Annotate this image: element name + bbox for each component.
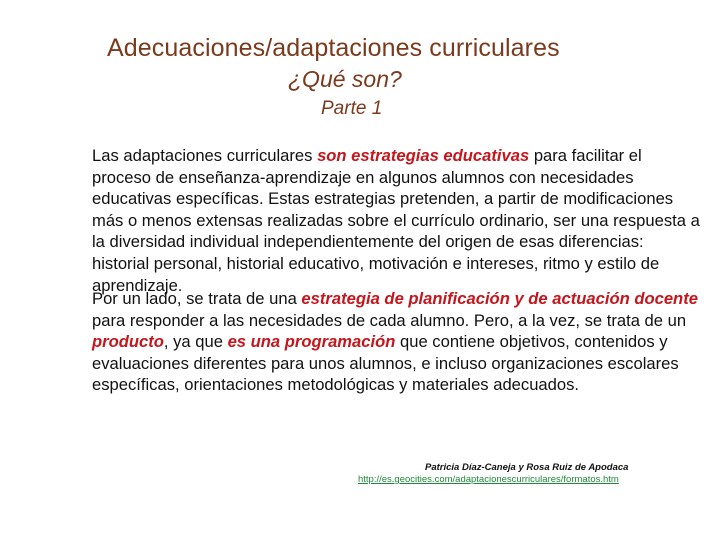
highlight-programming: es una programación: [227, 332, 396, 352]
highlight-strategies: son estrategias educativas: [317, 146, 530, 165]
paragraph-definition: [92, 145, 704, 296]
paragraph-text: , ya que: [163, 332, 228, 352]
paragraph-text: Las adaptaciones curriculares: [92, 146, 318, 165]
highlight-planning-strategy: estrategia de planificación y de actuación docente: [301, 289, 698, 308]
slide-subtitle: ¿Qué son?: [288, 66, 402, 92]
author-credit: Patricia Díaz-Caneja y Rosa Ruiz de Apodaca: [425, 462, 629, 473]
paragraph-text: para facilitar el proceso de enseñanza-aprendizaje en algunos alumnos con necesidades educativas específicas. Estas estrategias pretenden, a partir de modificaciones más o menos extensas realizadas sobre el currículo ordinario, ser una respuesta a la diversidad individual independientemente del origen de esas diferencias: historial personal, historial educativo, motivación e intereses, ritmo y estilo de aprendizaje.: [92, 146, 700, 295]
paragraph-text: Por un lado, se trata de una: [92, 289, 302, 308]
highlight-product: producto: [92, 332, 164, 352]
source-link[interactable]: http://es.geocities.com/adaptacionescurriculares/formatos.htm: [358, 474, 619, 485]
paragraph-text: para responder a las necesidades de cada alumno. Pero, a la vez, se trata de un: [92, 310, 687, 330]
paragraph-text: que contiene objetivos, contenidos y evaluaciones diferentes para unos alumnos, e incluso organizaciones escolares específicas, orientaciones metodológicas y materiales adecuados.: [92, 332, 679, 395]
slide-title: Adecuaciones/adaptaciones curriculares: [107, 34, 560, 62]
part-label: Parte 1: [321, 98, 383, 119]
paragraph-explanation: [92, 288, 704, 396]
